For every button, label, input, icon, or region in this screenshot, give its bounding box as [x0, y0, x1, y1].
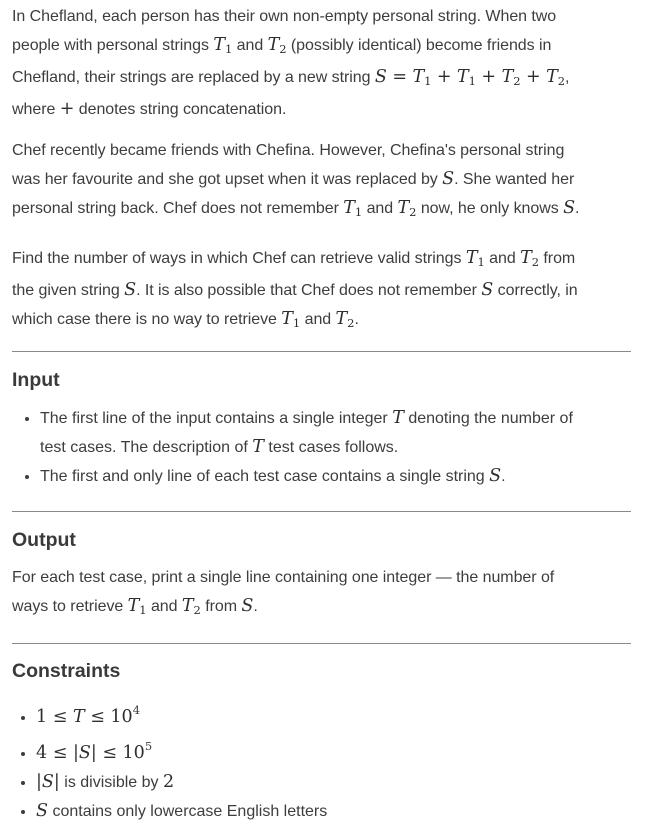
section-divider [12, 511, 631, 512]
math-s: S [124, 280, 137, 300]
output-heading: Output [12, 529, 76, 551]
intro-line-1: In Chefland, each person has their own non-empty personal string. When two [12, 8, 557, 25]
task-paragraph: Find the number of ways in which Chef can retrieve valid strings $T_1$ and $T_2$ from the given string S. It is also possible that Chef does not remember S correctly, in which case there is no way to retrieve $T_1$ and $T_2$. [12, 248, 578, 330]
constraints-heading: Constraints [12, 660, 121, 682]
list-item: • S contains only lowercase English letters [36, 797, 631, 826]
intro-line-4: where [12, 101, 60, 118]
math-t2: $T_2$ [397, 198, 417, 219]
task-line-1: Find the number of ways in which Chef can retrieve valid strings [12, 250, 466, 267]
story-line-2: was her favourite and she got upset when it was replaced by [12, 171, 443, 188]
math-s: S [563, 198, 576, 218]
math-s: S [481, 280, 494, 300]
math-t: T [392, 408, 404, 428]
task-line-3: which case there is no way to retrieve [12, 311, 282, 328]
math-formula-s: $S = T_1 + T_1 + T_2 + T_2$ [374, 67, 566, 88]
math-t1: $T_1$ [343, 198, 363, 219]
output-line-1: For each test case, print a single line containing one integer — the number of [12, 569, 555, 586]
math-plus: + [59, 99, 75, 119]
math-t1: $T_1$ [281, 309, 301, 330]
math-s: S [241, 596, 254, 616]
math-t2: $T_2$ [335, 309, 355, 330]
math-t: T [252, 437, 264, 457]
math-t2: $T_2$ [181, 596, 201, 617]
story-paragraph: Chef recently became friends with Chefina. However, Chefina's personal string was her favourite and she got upset when it was replaced by S. She wanted her personal string back. Chef does not remember $T_1$ and $T_2$ now, he only knows S. [12, 142, 580, 219]
constraints-list [12, 696, 631, 826]
list-item: • $1 \le T \le 10^4$ [36, 696, 631, 732]
story-line-3: personal string back. Chef does not remember [12, 200, 344, 217]
section-divider [12, 643, 631, 644]
output-line-2: ways to retrieve [12, 598, 128, 615]
task-line-2: the given string [12, 282, 125, 299]
input-list [12, 404, 631, 491]
math-t1: $T_1$ [213, 35, 233, 56]
math-t1: $T_1$ [127, 596, 147, 617]
section-divider [12, 351, 631, 352]
list-item: • $4 \le |S| \le 10^5$ [36, 732, 631, 768]
input-heading: Input [12, 369, 60, 391]
math-t2: $T_2$ [267, 35, 287, 56]
intro-line-3: Chefland, their strings are replaced by a new string [12, 69, 375, 86]
list-item: • The first line of the input contains a single integer T denoting the number of test cases. The description of T test cases follows. [40, 404, 631, 462]
math-s: S [442, 169, 455, 189]
list-item: • |S| is divisible by 2 [36, 768, 631, 797]
list-item: • The first and only line of each test case contains a single string S. [40, 462, 631, 491]
output-paragraph: For each test case, print a single line containing one integer — the number of ways to retrieve $T_1$ and $T_2$ from S. [12, 569, 555, 617]
intro-line-2: people with personal strings [12, 37, 214, 54]
story-line-1: Chef recently became friends with Chefina. However, Chefina's personal string [12, 142, 565, 159]
math-t2: $T_2$ [520, 248, 540, 269]
intro-paragraph: In Chefland, each person has their own non-empty personal string. When two people with personal strings $T_1$ and $T_2$ (possibly identical) become friends in Chefland, their strings are replaced by a new string $S = T_1 + T_1 + T_2 + T_2$, where + denotes string concatenation. [12, 8, 570, 119]
math-t1: $T_1$ [465, 248, 485, 269]
math-s: S [489, 466, 502, 486]
